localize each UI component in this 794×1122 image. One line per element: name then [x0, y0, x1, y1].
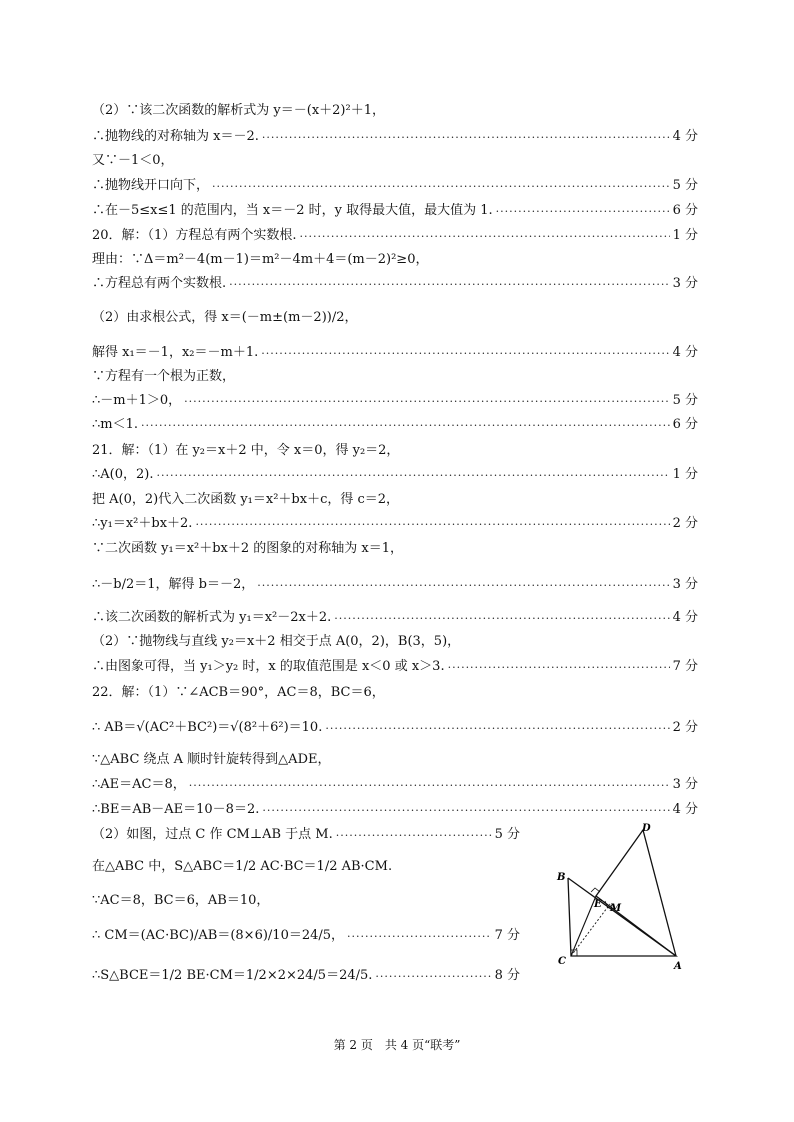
line-text: （2）如图，过点 C 作 CM⊥AB 于点 M. — [92, 826, 333, 842]
label-d: D — [642, 823, 651, 834]
leader-dots — [325, 719, 669, 732]
solution-line — [92, 123, 698, 145]
solution-line — [92, 97, 698, 119]
solution-line — [92, 147, 698, 169]
solution-line — [92, 461, 698, 483]
solution-line — [92, 246, 698, 268]
score-mark: 4 分 — [672, 128, 698, 144]
line-text: ∴S△BCE＝1/2 BE·CM＝1/2×2×24/5＝24/5. — [92, 967, 373, 983]
score-mark: 4 分 — [672, 609, 698, 625]
solution-line — [92, 172, 698, 194]
solution-line — [92, 796, 698, 818]
solution-line — [92, 604, 698, 626]
score-mark: 5 分 — [672, 392, 698, 408]
label-m: M — [610, 903, 622, 914]
leader-dots — [336, 826, 492, 839]
solution-line — [92, 339, 698, 361]
score-mark: 1 分 — [672, 227, 698, 243]
line-text: （2）∵抛物线与直线 y₂＝x＋2 相交于点 A(0，2)，B(3，5)， — [92, 633, 461, 649]
solution-line — [92, 197, 698, 219]
line-text: ∴BE＝AB－AE＝10－8＝2. — [92, 801, 260, 817]
line-text: 理由：∵Δ＝m²－4(m－1)＝m²－4m＋4＝(m－2)²≥0， — [92, 251, 429, 267]
line-text: 又∵－1＜0， — [92, 152, 174, 168]
page-footer: 第 2 页 共 4 页“联考” — [333, 1038, 461, 1052]
triangle-figure — [548, 818, 688, 973]
line-text: 22．解：（1）∵∠ACB＝90°，AC＝8，BC＝6， — [92, 684, 385, 700]
leader-dots — [262, 801, 669, 814]
score-mark: 5 分 — [672, 177, 698, 193]
solution-line — [92, 304, 698, 326]
solution-line — [92, 746, 698, 768]
segment-ce — [571, 896, 596, 956]
solution-line — [92, 387, 698, 409]
leader-dots — [141, 416, 670, 429]
leader-dots — [184, 392, 669, 405]
score-mark: 2 分 — [672, 515, 698, 531]
line-text: ∴－b/2＝1，解得 b＝－2， — [92, 576, 255, 592]
solution-line — [92, 962, 520, 984]
score-mark: 7 分 — [672, 658, 698, 674]
score-mark: 1 分 — [672, 466, 698, 482]
leader-dots — [257, 576, 669, 589]
leader-dots — [448, 658, 670, 671]
score-mark: 3 分 — [672, 275, 698, 291]
label-b: B — [557, 872, 566, 883]
score-mark: 3 分 — [672, 576, 698, 592]
line-text: ∴抛物线开口向下， — [92, 177, 210, 193]
line-text: ∴抛物线的对称轴为 x＝－2. — [92, 128, 259, 144]
score-mark: 2 分 — [672, 719, 698, 735]
solution-line — [92, 510, 698, 532]
leader-dots — [375, 967, 491, 980]
leader-dots — [229, 275, 669, 288]
score-mark: 7 分 — [494, 927, 520, 943]
score-mark: 6 分 — [672, 202, 698, 218]
score-mark: 6 分 — [672, 416, 698, 432]
line-text: 在△ABC 中，S△ABC＝1/2 AC·BC＝1/2 AB·CM. — [92, 858, 393, 874]
line-text: ∴A(0，2). — [92, 466, 154, 482]
solution-line — [92, 714, 698, 736]
line-text: ∵方程有一个根为正数， — [92, 368, 236, 384]
line-text: 把 A(0，2)代入二次函数 y₁＝x²＋bx＋c，得 c＝2， — [92, 491, 400, 507]
line-text: （2）∵该二次函数的解析式为 y＝－(x＋2)²＋1， — [92, 102, 385, 118]
line-text: ∴该二次函数的解析式为 y₁＝x²－2x＋2. — [92, 609, 332, 625]
solution-line — [92, 853, 520, 875]
solution-line — [92, 821, 520, 843]
solution-line — [92, 922, 520, 944]
label-e: E — [594, 899, 602, 910]
line-text: ∴m＜1. — [92, 416, 139, 432]
line-text: ∴由图象可得，当 y₁＞y₂ 时，x 的取值范围是 x＜0 或 x＞3. — [92, 658, 445, 674]
solution-line — [92, 628, 698, 650]
leader-dots — [189, 776, 670, 789]
leader-dots — [496, 202, 670, 215]
line-text: ∴在－5≤x≤1 的范围内，当 x＝－2 时，y 取得最大值，最大值为 1. — [92, 202, 493, 218]
solution-line — [92, 771, 698, 793]
line-text: ∴y₁＝x²＋bx＋2. — [92, 515, 193, 531]
leader-dots — [195, 515, 669, 528]
line-text: 21．解：（1）在 y₂＝x＋2 中，令 x＝0，得 y₂＝2， — [92, 442, 400, 458]
solution-line — [92, 363, 698, 385]
line-text: ∵AC＝8，BC＝6，AB＝10， — [92, 892, 270, 908]
line-text: ∴－m＋1＞0， — [92, 392, 182, 408]
leader-dots — [334, 609, 669, 622]
label-a: A — [674, 961, 682, 972]
segment-cm — [571, 904, 610, 956]
solution-line — [92, 653, 698, 675]
leader-dots — [299, 227, 669, 240]
triangle-ade — [596, 830, 676, 956]
line-text: ∵△ABC 绕点 A 顺时针旋转得到△ADE， — [92, 751, 331, 767]
leader-dots — [262, 128, 670, 141]
solution-line — [92, 679, 698, 701]
right-angle-e — [591, 888, 600, 892]
solution-line — [92, 411, 698, 433]
line-text: （2）由求根公式，得 x＝(－m±(m－2))/2， — [92, 309, 358, 325]
line-text: ∴ CM＝(AC·BC)/AB＝(8×6)/10＝24/5， — [92, 927, 345, 943]
leader-dots — [212, 177, 670, 190]
score-mark: 5 分 — [494, 826, 520, 842]
line-text: ∵二次函数 y₁＝x²＋bx＋2 的图象的对称轴为 x＝1， — [92, 540, 404, 556]
line-text: 解得 x₁＝－1，x₂＝－m＋1. — [92, 344, 259, 360]
line-text: ∴方程总有两个实数根. — [92, 275, 227, 291]
solution-line — [92, 270, 698, 292]
line-text: ∴ AB＝√(AC²＋BC²)＝√(8²＋6²)＝10. — [92, 719, 323, 735]
line-text: ∴AE＝AC＝8， — [92, 776, 186, 792]
leader-dots — [347, 927, 492, 940]
label-c: C — [558, 956, 566, 967]
solution-line — [92, 222, 698, 244]
solution-line — [92, 486, 698, 508]
line-text: 20．解：（1）方程总有两个实数根. — [92, 227, 297, 243]
solution-line — [92, 571, 698, 593]
leader-dots — [261, 344, 669, 357]
score-mark: 3 分 — [672, 776, 698, 792]
leader-dots — [156, 466, 669, 479]
solution-line — [92, 535, 698, 557]
score-mark: 8 分 — [494, 967, 520, 983]
score-mark: 4 分 — [672, 344, 698, 360]
score-mark: 4 分 — [672, 801, 698, 817]
solution-line — [92, 887, 520, 909]
solution-line — [92, 437, 698, 459]
